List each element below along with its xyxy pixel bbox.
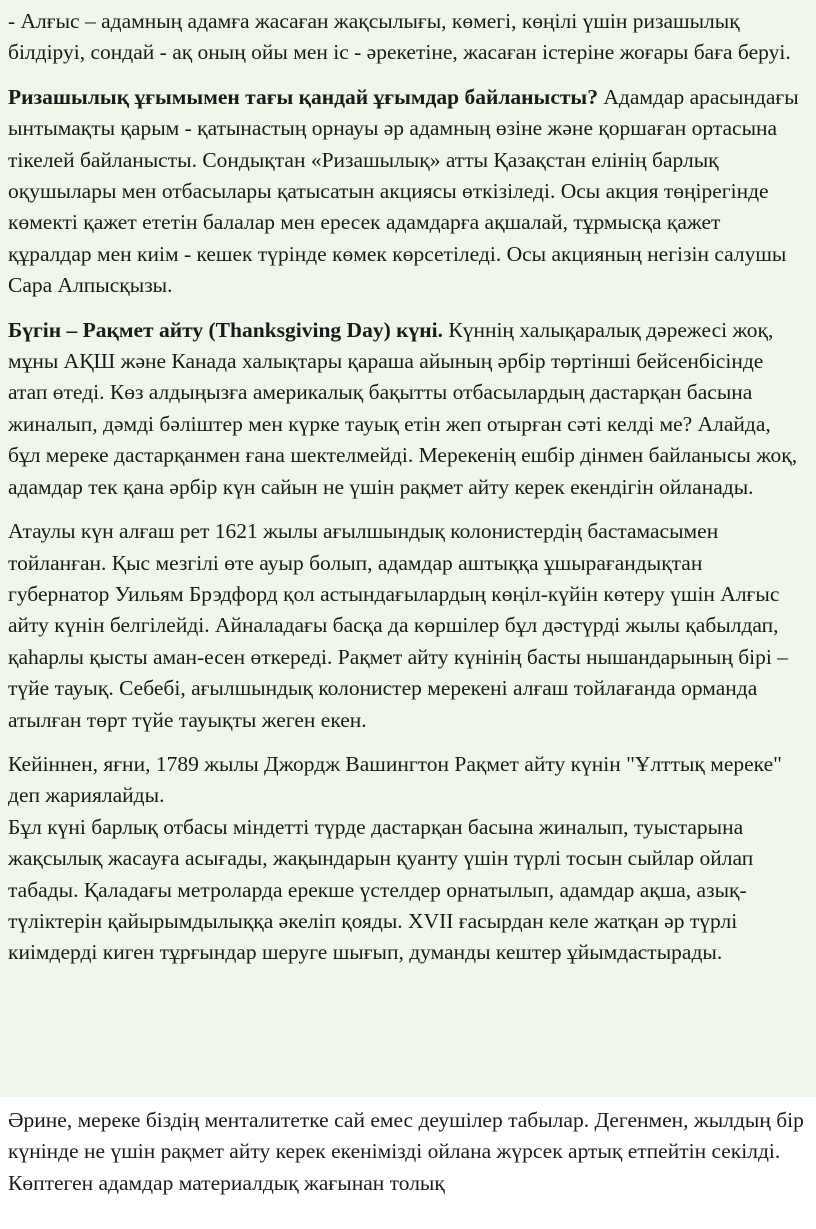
paragraph-gratitude-concepts: [8, 82, 808, 302]
paragraph-gratitude-definition: [8, 6, 808, 69]
paragraph-heading: Ризашылық ұғымымен тағы қандай ұғымдар байланысты?: [8, 84, 598, 109]
paragraph-thanksgiving-day: [8, 315, 808, 503]
paragraph-washington-1789: [8, 749, 808, 812]
paragraph-family-traditions: [8, 812, 808, 969]
paragraph-mentality: [8, 1105, 808, 1199]
plain-section: [0, 1097, 816, 1199]
paragraph-text: Атаулы күн алғаш рет 1621 жылы ағылшындық колонистердің бастамасымен тойланған. Қыс мезгілі өте ауыр болып, адамдар аштыққа ұшырағандықтан губернатор Уильям Брэдфорд қол астындағылардың көңіл-күйін көтеру үшін Алғыс айту күнін белгілейді. Айналадағы басқа да көршілер бұл дәстүрді жылы қабылдап, қаһарлы қысты аман-есен өткереді. Рақмет айту күнінің басты нышандарының бірі – түйе тауық. Себебі, ағылшындық колонистер мерекені алғаш тойлағанда орманда атылған төрт түйе тауықты жеген екен.: [8, 519, 788, 732]
paragraph-text: Адамдар арасындағы ынтымақты қарым - қатынастың орнауы әр адамның өзіне және қоршаған ортасына тікелей байланысты. Сондықтан «Ризашылық» атты Қазақстан елінің барлық оқушылары мен отбасылары қатысатын акциясы өткізіледі. Осы акция төңірегінде көмекті қажет ететін балалар мен ересек адамдарға ақшалай, тұрмысқа қажет құралдар мен киім - кешек түрінде көмек көрсетіледі. Осы акцияның негізін салушы Сара Алпысқызы.: [8, 84, 799, 298]
paragraph-text: Бұл күні барлық отбасы міндетті түрде дастарқан басына жиналып, туыстарына жақсылық жасауға асығады, жақындарын қуанту үшін түрлі тосын сыйлар ойлап табады. Қаладағы метроларда ерекше үстелдер орнатылып, адамдар ақша, азық-түліктерін қайырымдылыққа әкеліп қояды. XVII ғасырдан келе жатқан әр түрлі киімдерді киген тұрғындар шеруге шығып, думанды кештер ұйымдастырады.: [8, 814, 754, 965]
paragraph-text: Күннің халықаралық дәрежесі жоқ, мұны АҚШ және Канада халықтары қараша айының әрбір төртінші бейсенбісінде атап өтеді. Көз алдыңызға америкалық бақытты отбасылардың дастарқан басына жиналып, дәмді бәліштер мен күрке тауық етін жеп отырған сәті келді ме? Алайда, бұл мереке дастарқанмен ғана шектелмейді. Мерекенің ешбір дінмен байланысы жоқ, адамдар тек қана әрбір күн сайын не үшін рақмет айту керек екендігін ойланады.: [8, 317, 798, 499]
paragraph-heading: Бүгін – Рақмет айту (Thanksgiving Day) күні.: [8, 317, 443, 342]
paragraph-history-1621: [8, 516, 808, 736]
paragraph-text: Әрине, мереке біздің менталитетке сай емес деушілер табылар. Дегенмен, жылдың бір күнінде не үшін рақмет айту керек екенімізді ойлана жүрсек артық етпейтін секілді. Көптеген адамдар материалдық жағынан толық: [8, 1108, 804, 1195]
paragraph-text: Кейіннен, яғни, 1789 жылы Джордж Вашингтон Рақмет айту күнін "Ұлттық мереке" деп жариялайды.: [8, 751, 782, 808]
paragraph-text: - Алғыс – адамның адамға жасаған жақсылығы, көмегі, көңілі үшін ризашылық білдіруі, сондай - ақ оның ойы мен іс - әрекетіне, жасаған істеріне жоғары баға беруі.: [8, 9, 791, 65]
